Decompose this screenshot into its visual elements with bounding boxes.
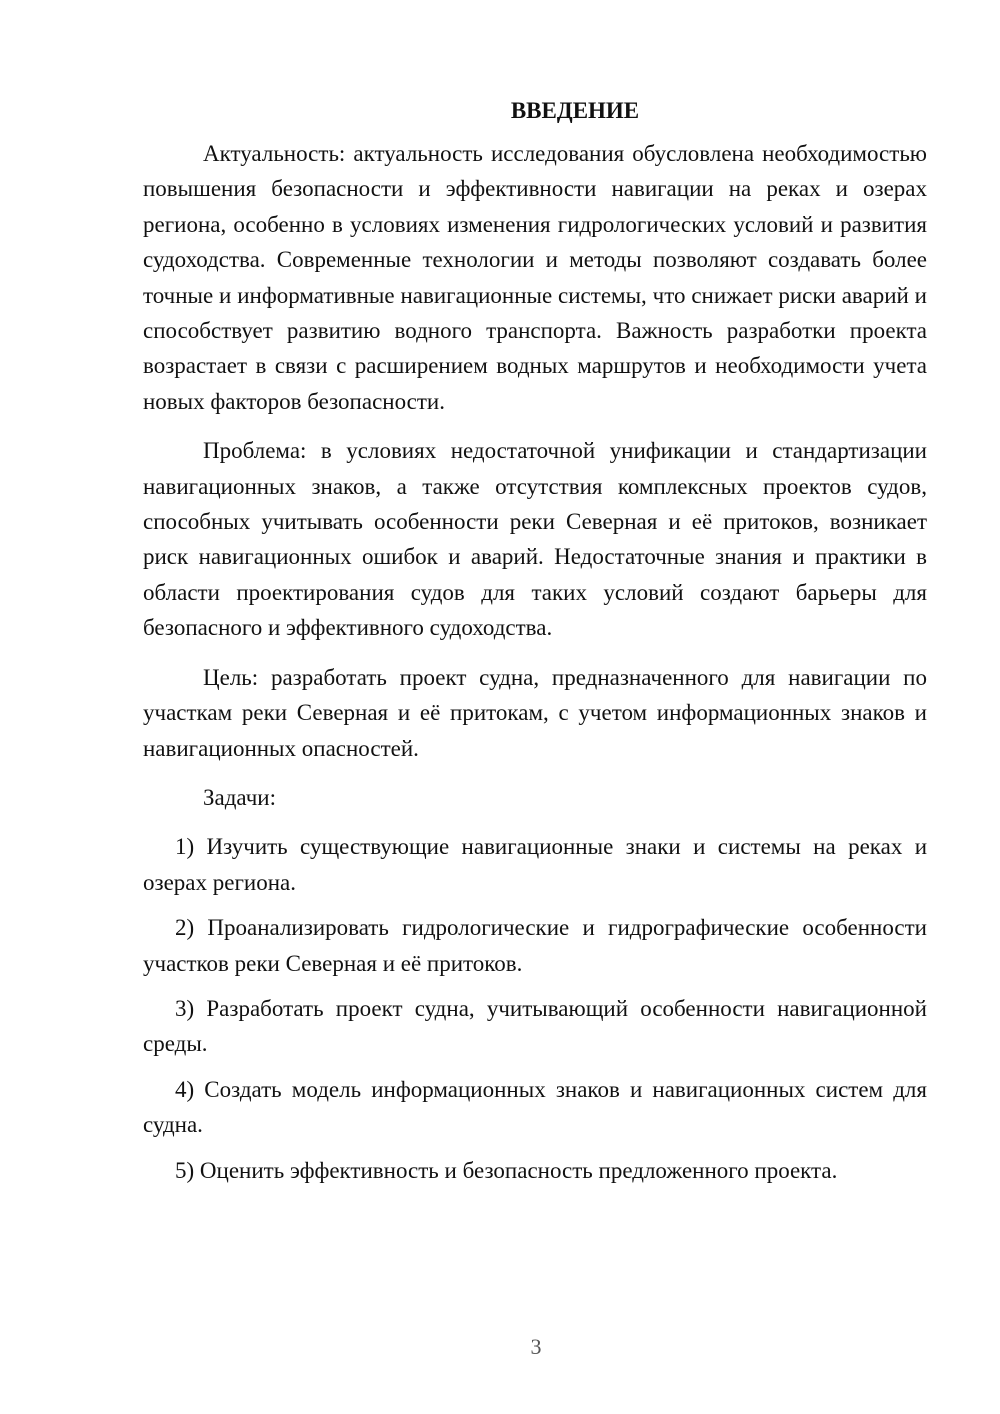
task-item-5: 5) Оценить эффективность и безопасность предложенного проекта. (175, 1157, 838, 1183)
page-content (143, 96, 927, 1198)
page-number: 3 (530, 1334, 542, 1359)
task-item-3: 3) Разработать проект судна, учитывающий особенности навигационной среды. (143, 995, 927, 1057)
paragraph-relevance: Актуальность: актуальность исследования обусловлена необходимостью повышения безопасности и эффективности навигации на реках и озерах региона, особенно в условиях изменения гидрологических условий и развития судоходства. Современные технологии и методы позволяют создавать более точные и информативные навигационные системы, что снижает риски аварий и способствует развитию водного транспорта. Важность разработки проекта возрастает в связи с расширением водных маршрутов и необходимости учета новых факторов безопасности. (143, 141, 927, 414)
task-item-1: 1) Изучить существующие навигационные знаки и системы на реках и озерах региона. (143, 834, 927, 895)
task-item-2: 2) Проанализировать гидрологические и гидрографические особенности участков реки Северная и её притоков. (143, 915, 927, 976)
paragraph-goal: Цель: разработать проект судна, предназначенного для навигации по участкам реки Северная и её притокам, с учетом информационных знаков и навигационных опасностей. (143, 664, 927, 761)
task-item-4: 4) Создать модель информационных знаков и навигационных систем для судна. (143, 1076, 927, 1138)
tasks-heading: Задачи: (203, 784, 276, 810)
section-title: ВВЕДЕНИЕ (510, 98, 640, 123)
paragraph-problem: Проблема: в условиях недостаточной унификации и стандартизации навигационных знаков, а также отсутствия комплексных проектов судов, способных учитывать особенности реки Северная и её притоков, возникает риск навигационных ошибок и аварий. Недостаточные знания и практики в области проектирования судов для таких условий создают барьеры для безопасного и эффективного судоходства. (143, 438, 927, 641)
